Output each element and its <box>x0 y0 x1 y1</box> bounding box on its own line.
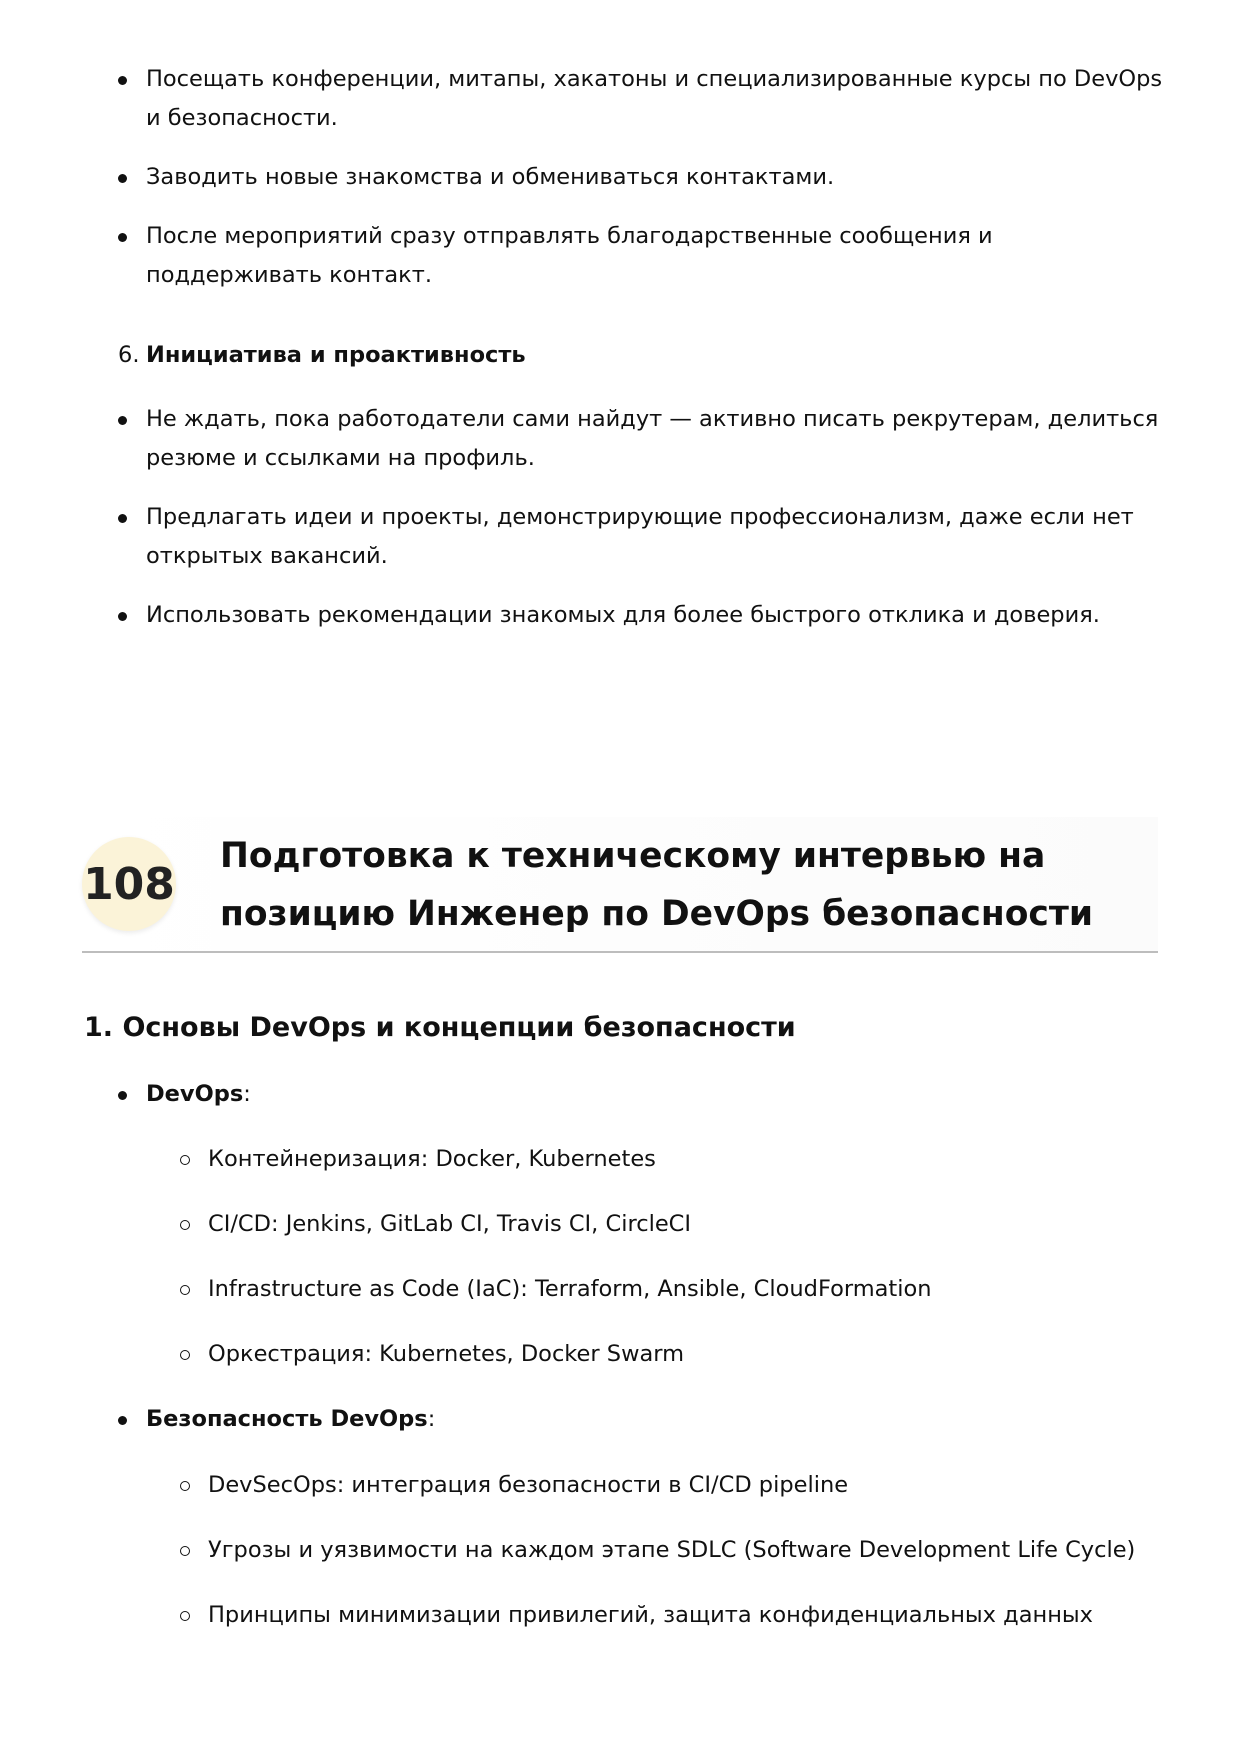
devops-group <box>118 1075 1168 1114</box>
sub-list-item <box>180 1140 1180 1179</box>
bullet-dot-icon <box>118 612 127 621</box>
bullet-dot-icon <box>118 514 127 523</box>
security-group <box>118 1400 1168 1439</box>
list-item-text: Не ждать, пока работодатели сами найдут — активно писать рекрутерам, делиться резюме и ссылками на профиль. <box>146 406 1159 471</box>
list-item <box>118 217 1168 295</box>
chapter-title-line: Подготовка к техническому интервью на <box>220 836 1046 876</box>
bullet-circle-icon <box>180 1285 190 1295</box>
bullet-circle-icon <box>180 1546 190 1556</box>
chapter-title-line: позицию Инженер по DevOps безопасности <box>220 894 1094 934</box>
sub-list-item-text: DevSecOps: интеграция безопасности в CI/CD pipeline <box>208 1472 849 1498</box>
list-item-text: Предлагать идеи и проекты, демонстрирующие профессионализм, даже если нет открытых вакансий. <box>146 504 1134 569</box>
group-label-suffix: : <box>427 1406 436 1432</box>
bullet-circle-icon <box>180 1220 190 1230</box>
list-item <box>118 158 1168 197</box>
chapter-header <box>82 817 1158 953</box>
list-item <box>118 400 1168 478</box>
list-item <box>118 596 1168 635</box>
bullet-dot-icon <box>118 1416 127 1425</box>
bullet-dot-icon <box>118 174 127 183</box>
group-label: Безопасность DevOps <box>146 1406 428 1432</box>
bullet-circle-icon <box>180 1350 190 1360</box>
list-item-text: После мероприятий сразу отправлять благодарственные сообщения и поддерживать контакт. <box>146 223 993 288</box>
chapter-divider <box>82 951 1158 953</box>
bullet-circle-icon <box>180 1481 190 1491</box>
devops-sub-list <box>180 1140 1180 1374</box>
bullet-dot-icon <box>118 1091 127 1100</box>
bullet-circle-icon <box>180 1155 190 1165</box>
list-item <box>118 498 1168 576</box>
sub-list-item <box>180 1205 1180 1244</box>
numbered-item <box>118 336 526 375</box>
security-sub-list <box>180 1466 1180 1635</box>
sub-list-item <box>180 1270 1180 1309</box>
group-label-item <box>118 1075 1168 1114</box>
bullet-dot-icon <box>118 233 127 242</box>
sub-list-item-text: CI/CD: Jenkins, GitLab CI, Travis CI, CircleCI <box>208 1211 692 1237</box>
sub-list-item-text: Оркестрация: Kubernetes, Docker Swarm <box>208 1341 685 1367</box>
sub-list-item <box>180 1596 1180 1635</box>
group-label-suffix: : <box>243 1081 251 1107</box>
section-heading: 1. Основы DevOps и концепции безопасности <box>84 1012 796 1043</box>
list-item <box>118 60 1168 138</box>
bullet-dot-icon <box>118 416 127 425</box>
sub-list-item-text: Контейнеризация: Docker, Kubernetes <box>208 1146 656 1172</box>
chapter-title <box>220 827 1120 943</box>
list-item-text: Посещать конференции, митапы, хакатоны и специализированные курсы по DevOps и безопасности. <box>146 66 1163 131</box>
group-label: DevOps <box>146 1081 244 1107</box>
initiative-bullet-list <box>118 400 1168 635</box>
networking-bullet-list <box>118 60 1168 295</box>
list-item-text: Заводить новые знакомства и обмениваться контактами. <box>146 164 835 190</box>
group-label-item <box>118 1400 1168 1439</box>
sub-list-item-text: Угрозы и уязвимости на каждом этапе SDLC (Software Development Life Cycle) <box>208 1537 1136 1563</box>
sub-list-item <box>180 1335 1180 1374</box>
sub-list-item-text: Принципы минимизации привилегий, защита конфиденциальных данных <box>208 1602 1093 1628</box>
sub-list-item <box>180 1531 1180 1570</box>
sub-list-item-text: Infrastructure as Code (IaC): Terraform, Ansible, CloudFormation <box>208 1276 932 1302</box>
chapter-number-badge: 108 <box>82 837 176 931</box>
bullet-dot-icon <box>118 76 127 85</box>
item-title: Инициатива и проактивность <box>146 342 526 368</box>
sub-list-item <box>180 1466 1180 1505</box>
bullet-circle-icon <box>180 1611 190 1621</box>
list-item-text: Использовать рекомендации знакомых для более быстрого отклика и доверия. <box>146 602 1100 628</box>
item-number: 6. <box>118 342 140 368</box>
